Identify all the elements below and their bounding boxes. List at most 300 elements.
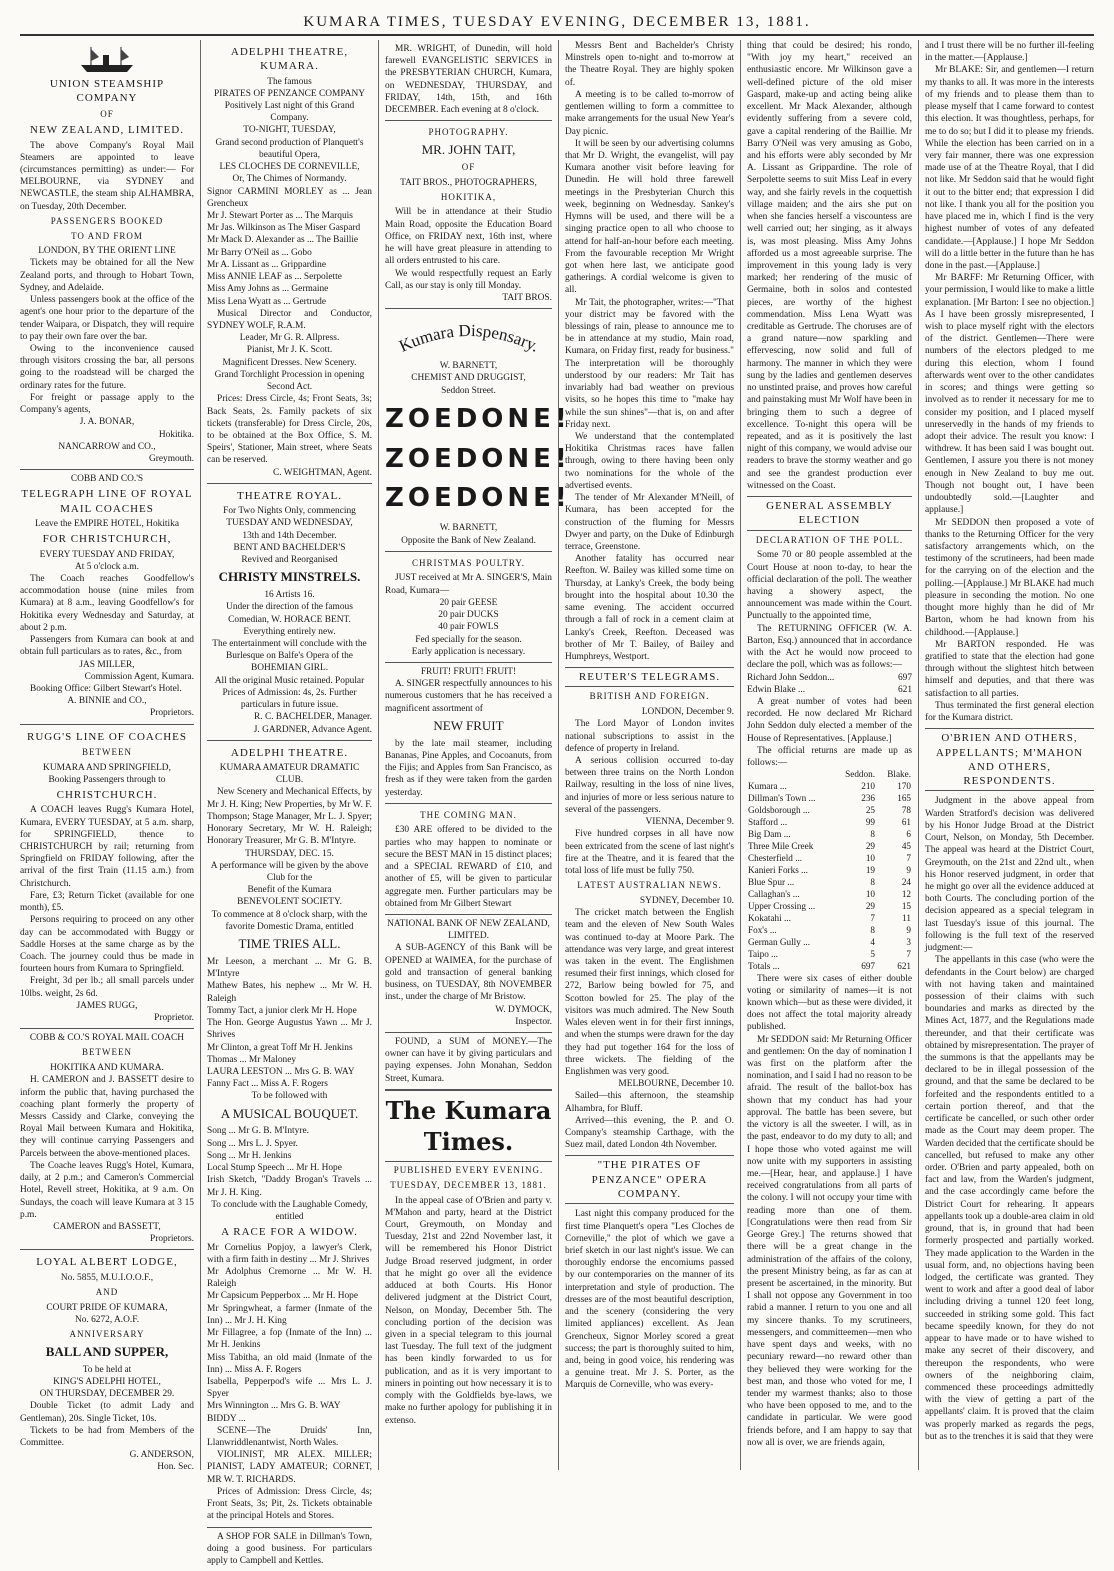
news-paragraph: It will be seen by our advertising columns that Mr D. Wright, the evangelist, will pay Kumara another visit before leaving for Dunedin. He will hold three farewell meetings in the Presbyterian Church this week, beginning on Wednesday. Sankey's Hymns will be used, and there will be a singing practice open to all who choose to attend for half-an-hour before each meeting. From the favourable reception Mr Wright got when here last, we anticipate good gatherings. A cordial welcome is given to all.: [565, 138, 734, 296]
adelphi-torch: Grand Torchlight Procession in opening Second Act.: [214, 369, 365, 393]
song-line: Irish Sketch, "Daddy Brogan's Travels ... Mr J. H. King.: [207, 1175, 372, 1198]
amateur-prices: Prices of Admission: Dress Circle, 4s; Front Seats, 3s; Pit, 2s. Tickets obtainable at the principal Hotels and Stores.: [207, 1486, 372, 1522]
review-continued: thing that could be desired; his rondo, "With joy my heart," received an enthusiastic encore. Mr Wilkinson gave a well-defined picture of the old miser Gaspard, make-up and acting being alike excellent. Mr Mack Alexander, although evidently suffering from a severe cold, gave a capital rendering of the Baillie. Mr Barry O'Neil was very amusing as Gobo, and his efforts were ably seconded by Mr A. Lissant as Grippardine. The role of Serpolette seems to suit Miss Leaf in every way, and she fairly revels in the coquettish village maiden; and the airs she put on when she fancies herself a viscountess are well carried out; her singing, as it always is, was most pleasing. Miss Amy Johns afforded us a most agreeable surprise. The improvement in this young lady is very marked; her rendering of the music of Germaine, both in solos and contested pieces, are worthy of the highest commendation. Miss Lena Wyatt was creditable as Gertrude. The choruses are of a grand nature—now sparkling and effervescing, now solid and full of harmony. The manner in which they were sung by the ladies and gentlemen deserves no unstinted praise, and proves how careful and painstaking must Mr Wolf have been in bringing them to such a degree of excellence. To-night this opera will be repeated, and as it is positively the last night of this company, we would advise our readers to brave the stormy weather and go and see the grandest production ever witnessed on the Coast.: [747, 41, 912, 491]
fruit-head: FRUIT! FRUIT! FRUIT!: [420, 666, 517, 677]
cobb-telegraph-ad: [20, 470, 194, 724]
poll-row: [747, 901, 912, 913]
adelphi-dresses: Magnificent Dresses. New Scenery.: [222, 357, 357, 368]
union-agent-1-place: Hokitika.: [158, 429, 194, 440]
election-paragraph: A great number of votes had been recorded. He now declared Mr Richard John Seddon duly elected a member of the House of Representatives. [Applause.]: [747, 697, 912, 744]
poultry-item: 20 pair DUCKS: [438, 610, 499, 621]
cast-line: Miss Lena Wyatt as ... Gertrude: [207, 296, 327, 307]
amateur-scenery: New Scenery and Mechanical Effects, by Mr J. H. King; New Properties, by Mr W. F. Thompson; Stage Manager, Mr L. J. Spyer; Honorary Secretary, Mr W. H. Raleigh; Honorary Treasurer, Mr G. B. M'Intyre.: [207, 787, 372, 847]
poll-cell: Taipo ...: [748, 948, 778, 959]
election-paragraph: The official returns are made up as follows:—: [747, 745, 912, 769]
telegram-paragraph: The Lord Mayor of London invites national subscriptions to assist in the defence of property in Ireland.: [565, 719, 734, 754]
pirates-heading: "THE PIRATES OF PENZANCE" OPERA COMPANY.: [565, 1155, 734, 1204]
theatre-everything: Everything entirely new.: [243, 626, 336, 637]
adelphi-opera: LES CLOCHES DE CORNEVILLE,: [219, 162, 360, 173]
cast-line: LAURA LEESTON ... Mrs G. B. WAY: [207, 1066, 355, 1077]
lodge-title: LOYAL ALBERT LODGE,: [36, 1256, 178, 1269]
poll-cell: Upper Crossing ...: [748, 900, 816, 911]
cast-line: Miss Tabitha, an old maid (Inmate of the Inn) ... Miss A. F. Rogers: [207, 1352, 372, 1375]
candidate-votes: 621: [897, 684, 912, 695]
australian-heading: LATEST AUSTRALIAN NEWS.: [577, 880, 722, 891]
rugg-persons: Persons requiring to proceed on any other day can be accommodated with Buggy or Saddle Horses at the same charge as by the Coach. The journey could thus be made in fourteen hours from Kumara to Springfield.: [20, 915, 194, 975]
tait-signature: TAIT BROS.: [502, 293, 552, 304]
cast-line: Mr J. Stewart Porter as ... The Marquis: [207, 211, 353, 221]
poll-cell: Kokatahi ...: [748, 912, 791, 923]
shop-body: A SHOP FOR SALE in Dillman's Town, doing a good business. For particulars apply to Campbell and Kettles.: [207, 1531, 372, 1566]
dateline: SYDNEY, December 10.: [639, 895, 734, 906]
candidate-name: Richard John Seddon...: [747, 672, 835, 683]
theatre-manager: R. C. BACHELDER, Manager.: [254, 712, 372, 723]
column-1: [14, 40, 200, 1473]
poultry-item: 20 pair GEESE: [439, 597, 498, 608]
cast-line: BIDDY ...: [207, 1413, 246, 1424]
royalmail-title: COBB & CO.'S ROYAL MAIL COACH: [29, 1033, 185, 1044]
lodge-held: To be held at: [82, 1364, 132, 1375]
poultry-item: 40 pair FOWLS: [438, 622, 499, 633]
cobb-office: Booking Office: Gilbert Stewart's Hotel.: [30, 683, 182, 694]
poll-cell: Dillman's Town ...: [748, 793, 816, 804]
pirates-review: Last night this company produced for the first time Planquett's opera "Les Cloches de Corneville," the plot of which we gave a brief sketch in our last night's issue. We can thoroughly endorse the encomiums passed by our contemporaries on the manner of its interpretation and style of production. The dresses are of the most beautiful description, and the scenery (considering the very limited appliances) excellent. As Jean Grencheux, Signor Morley scored a great success; the part is thoroughly suited to him, and, being in good voice, his rendering was a genuine treat. Mr J. S. Porter, as the Marquis de Corneville, who was every-: [565, 1209, 734, 1391]
poll-header-cell: Seddon.: [845, 769, 875, 780]
judgment-paragraph: The appellants in this case (who were the defendants in the Court below) are charged with not having taken and maintained possession of their claims with such boundaries and marks as directed by the Mines Act, 1877, and the Regulations made thereunder, and that their certificate was obtained by misrepresentation. The prayer of the summons is that the appellants may be declared to be in illegal possession of the ground, and that the same be declared to be forfeited and the respondents entitled to a certain portion thereof, and that the certificate be cancelled, or such other order made as the Court may deem proper. The Warden decided that the certificate should be cancelled, but refused to make any other order. O'Brien and party appealed, both on fact and law, from the Warden's judgment, and the case accordingly came before the District Court for rehearing. It appears appellants took up a double-area claim in old ground, that is, in ground that had been formerly prospected and partially worked. They made application to the Warden in the usual form, and, no objections having been lodged, the certificate was granted. They went to work and after a good deal of labor including driving a tunnel 120 feet long, succeeded in striking some gold. This fact became speedily known, for they do not appear to have made or to have wished to make any secret of their discovery, and thereupon the respondents, who were owners of the neighboring claim, commenced these proceedings admittedly with the view of getting a part of the appellants' claim. It is proved that the claim was properly marked as regards the pegs, but as to the trenches it is said that they were: [925, 955, 1094, 1442]
coming-head: THE COMING MAN.: [420, 809, 517, 820]
union-owing: Owing to the inconvenience caused through visitors crossing the bar, all persons going to the roadstead will be charged the ordinary rates for the future.: [20, 344, 194, 391]
rugg-body: A COACH leaves Rugg's Kumara Hotel, Kumara, EVERY TUESDAY, at 5 a.m. sharp, for SPRINGFIELD, thence to CHRISTCHURCH by rail; returning from Springfield on FRIDAY following, after the arrival of the first Train (11.15 a.m.) from Christchurch.: [20, 805, 194, 889]
amateur-benefit: Benefit of the Kumara: [247, 885, 332, 896]
amateur-club: KUMARA AMATEUR DRAMATIC CLUB.: [219, 763, 360, 786]
amateur-commence: To commence at 8 o'clock sharp, with the favorite Domestic Drama, entitled: [211, 909, 368, 932]
adelphi-positively: Positively Last night of this Grand Company.: [224, 101, 355, 124]
judgment-paragraph: Judgment in the above appeal from Warden Stratford's decision was delivered by his Honor Judge Broad at the District Court, Nelson, on Monday, 5th December. The appeal was heard at the District Court, Greymouth, on the 21st and 22nd ult., when his Honor reserved judgment, in order that he might go over all the evidence adduced at both Courts. The concluding portion of the decision appeared as a special telegram in last Tuesday's issue of this journal. The following is the full text of the reserved judgment:—: [925, 796, 1094, 954]
theatre-bohemian: BOHEMIAN GIRL.: [250, 663, 329, 674]
dispensary-ad: [385, 309, 571, 551]
amateur-followed: To be followed with: [251, 1091, 328, 1102]
poll-cell: 10: [865, 888, 875, 899]
zoedone-2: ZOEDONE!: [385, 443, 571, 474]
tait-firm: TAIT BROS., PHOTOGRAPHERS,: [400, 177, 537, 188]
poll-cell: 210: [861, 781, 875, 792]
poll-cell: Stafford ...: [748, 817, 788, 828]
paper-nameplate: The Kumara Times.: [385, 1090, 552, 1162]
paper-date: TUESDAY, DECEMBER 13, 1881.: [390, 1179, 547, 1190]
wright-body: MR. WRIGHT, of Dunedin, will hold farewell EVANGELISTIC SERVICES in the PRESBYTERIAN CHURCH, Kumara, on WEDNESDAY, THURSDAY, and FRIDAY, 14th, 15th, and 16th DECEMBER. Each evening at 8 o'clock.: [385, 44, 552, 116]
adelphi-grand: Grand second production of Planquett's beautiful Opera,: [215, 137, 364, 160]
reuters-heading: REUTER'S TELEGRAMS.: [565, 667, 734, 687]
adelphi-music: Musical Director and Conductor, SYDNEY WOLF, R.A.M.: [207, 308, 372, 331]
rugg-name: JAMES RUGG,: [76, 1000, 138, 1011]
declaration-heading: DECLARATION OF THE POLL.: [755, 534, 904, 545]
adelphi-agent: C. WEIGHTMAN, Agent.: [272, 467, 372, 478]
poll-row: [747, 781, 912, 793]
poll-row: [747, 853, 912, 865]
poll-row: [747, 817, 912, 829]
adelphi-prices: Prices: Dress Circle, 4s; Front Seats, 3s; Back Seats, 2s. Family packets of six tickets (transferable) for Dress Circle, 20s, to be obtained at the Box Office, S. M. Speirs', Stationer, Main street, where Seats can be reserved.: [207, 394, 372, 466]
election-paragraph: Mr SEDDON then proposed a vote of thanks to the Returning Officer for the very satisfactory arrangements which, on the testimony of the scrutineers, had been made for the carrying on of the election and the polling.—[Applause.] Mr BLAKE had much pleasure in seconding the motion. No one thought more highly than he did of Mr Barton, whom he had known from his childhood.—[Applause.]: [925, 517, 1094, 638]
theatre-bent: BENT AND BACHELDER'S: [233, 542, 346, 553]
telegram-paragraph: Sailed—this afternoon, the steamship Alhambra, for Bluff.: [565, 1091, 734, 1114]
union-agent-2: NANCARROW and CO.,: [58, 441, 156, 452]
poll-row: [747, 877, 912, 889]
poll-cell: 7: [906, 852, 911, 863]
poll-header-cell: [747, 769, 840, 781]
election-paragraph: Mr BARTON responded. He was gratified to state that the election had gone through without the slightest hitch between himself and deputies, and that there was satisfaction to all parties.: [925, 639, 1094, 699]
lodge-no: No. 5855, M.U.I.O.O.F.,: [60, 1272, 154, 1283]
union-london: LONDON, BY THE ORIENT LINE: [38, 246, 176, 257]
masthead-rule: [20, 34, 1094, 36]
union-of: OF: [100, 108, 114, 119]
poll-table: [747, 769, 912, 972]
cast-line: Mr Fillagree, a fop (Inmate of the Inn) ... Mr H. Jenkins: [207, 1328, 372, 1351]
poll-cell: 29: [865, 841, 875, 852]
election-paragraph: There were six cases of either double voting or similarity of names—it is not known which—but as these were divided, it does not affect the total majority already published.: [747, 973, 912, 1033]
cast-line: Signor CARMINI MORLEY as ... Jean Grencheux: [207, 186, 372, 209]
fruit-ad: [385, 663, 552, 804]
bank-role: Inspector.: [515, 1016, 552, 1027]
poll-row: [747, 937, 912, 949]
tait-request: We would respectfully request an Early Call, as our stay is only till Monday.: [385, 268, 552, 291]
cast-line: Mr Clinton, a great Toff Mr H. Jenkins: [207, 1042, 353, 1053]
royalmail-coach: The Coache leaves Rugg's Hotel, Kumara, daily, at 2 p.m.; and Cameron's Commercial Hotel, Revell street, Hokitika, at 9 a.m. On Sundays, the coach will leave Kumara at 3 15 p.m.: [20, 1160, 194, 1220]
theatre-artists: 16 Artists 16.: [264, 590, 315, 601]
union-company: NEW ZEALAND, LIMITED.: [30, 124, 184, 137]
song-line: Local Stump Speech ... Mr H. Hope: [207, 1163, 342, 1174]
song-line: Song ... Mr H. Jenkins: [207, 1150, 292, 1161]
amateur-conclude: To conclude with the Laughable Comedy, entitled: [211, 1199, 368, 1223]
cobb-days: EVERY TUESDAY AND FRIDAY,: [39, 549, 175, 560]
poll-cell: 99: [865, 817, 875, 828]
vote-row: [747, 672, 912, 684]
poll-row: [747, 829, 912, 841]
theatre-conclude: The entertainment will conclude with the Burlesque on Balfe's Opera of the: [212, 638, 367, 662]
poll-header-row: [747, 769, 912, 781]
poll-cell: 61: [901, 817, 911, 828]
poll-cell: 19: [865, 864, 875, 875]
union-agent-1: J. A. BONAR,: [79, 417, 135, 428]
cast-line: Mr Capsicum Pepperbox ... Mr H. Hope: [207, 1291, 359, 1302]
tait-name: MR. JOHN TAIT,: [421, 142, 516, 157]
lodge-anniversary: ANNIVERSARY: [69, 1329, 145, 1340]
cast-line: Mr Leeson, a merchant ... Mr G. B. M'Intyre: [207, 956, 372, 980]
lodge-ball: BALL AND SUPPER,: [45, 1343, 169, 1359]
amateur-violinist: VIOLINIST, MR ALEX. MILLER; PIANIST, LADY AMATEUR; CORNET, MR W. T. RICHARDS.: [207, 1450, 372, 1485]
masthead-title: KUMARA TIMES, TUESDAY EVENING, DECEMBER 13, 1881.: [303, 14, 811, 30]
election-heading: GENERAL ASSEMBLY ELECTION: [747, 496, 912, 531]
poll-totals-cell: 621: [897, 960, 911, 971]
news-paragraph: The tender of Mr Alexander M'Neill, of Kumara, has been accepted for the construction of the fluming for Messrs Dwyer and party, on the Duke of Edinburgh terrace, Greenstone.: [565, 493, 734, 552]
theatre-advance: J. GARDNER, Advance Agent.: [253, 724, 372, 735]
cast-line: Mathew Bates, his nephew ... Mr W. H. Raleigh: [207, 981, 372, 1004]
poll-cell: Blue Spur ...: [748, 876, 795, 887]
poll-cell: 3: [906, 936, 911, 947]
lodge-hotel: KING'S ADELPHI HOTEL,: [53, 1376, 161, 1387]
election-paragraph: Mr BLAKE: Sir, and gentlemen—I return my thanks to all. It was more in the interests of my friends and to please them than to please myself that I came forward to contest this election. It was thoughtless, perhaps, for me to do so; but I did it to please my friends. While the election has been carried on in a very fair manner, there was one expression made use of at the Theatre Royal, that I did not like. Mr Seddon said that he would fight it out to the bitter end; that expression I did not like. I thank you all for the position you have placed me in, which I find is the very highest number of votes of any defeated candidate.—[Applause.] I hope Mr Seddon will do a little better in the future than he has done in the past.—[Applause.]: [925, 65, 1094, 271]
union-freight: For freight or passage apply to the Company's agents,: [20, 392, 194, 416]
poll-row: [747, 841, 912, 853]
poll-cell: 7: [870, 912, 875, 923]
union-pass-head: PASSENGERS BOOKED: [50, 215, 164, 226]
poll-cell: Callaghan's ...: [748, 888, 800, 899]
royalmail-role: Proprietors.: [149, 1234, 194, 1245]
found-money-ad: [385, 1033, 552, 1090]
barnett-name: W. BARNETT,: [439, 361, 498, 372]
obrien-heading: O'BRIEN AND OTHERS, APPELLANTS; M'MAHON AND OTHERS, RESPONDENTS.: [925, 728, 1094, 791]
news-paragraph: A meeting is to be called to-morrow of gentlemen willing to form a committee to make arrangements for the usual New Year's Day picnic.: [565, 89, 734, 137]
cast-line: Mr Mack D. Alexander as ... The Baillie: [207, 235, 359, 246]
cast-line: Mr Cornelius Popjoy, a lawyer's Clerk, with a firm faith in destiny ... Mr J. Shrives: [207, 1242, 372, 1265]
cast-line: Isabella, Pepperpod's wife ... Mrs L. J. Spyer: [207, 1376, 372, 1400]
cast-line: The Hon. George Augustus Yawn ... Mr J. Shrives: [207, 1018, 372, 1041]
poll-row: [747, 865, 912, 877]
poll-totals-cell: 697: [861, 960, 875, 971]
poll-row: [747, 805, 912, 817]
adelphi-title: ADELPHI THEATRE, KUMARA.: [230, 46, 349, 73]
royal-mail-coach-ad: [20, 1029, 194, 1250]
lodge-secretary: G. ANDERSON,: [129, 1450, 194, 1461]
barnett-opposite: Opposite the Bank of New Zealand.: [401, 535, 536, 546]
cobb-agent-role: Commission Agent, Kumara.: [84, 671, 194, 682]
rugg-between: BETWEEN: [82, 746, 132, 757]
lodge-court-no: No. 6272, A.O.F.: [74, 1314, 140, 1325]
column-4: [558, 40, 740, 1470]
bank-signature: W. DYMOCK,: [495, 1004, 552, 1015]
cobb-agent: JAS MILLER,: [79, 659, 135, 670]
amateur-dramatic-ad: [207, 741, 372, 1528]
poll-cell: 4: [870, 936, 875, 947]
rugg-role: Proprietor.: [154, 1013, 194, 1024]
lodge-date: ON THURSDAY, DECEMBER 29.: [39, 1389, 175, 1400]
found-body: FOUND, a SUM of MONEY.—The owner can have it by giving particulars and paying expenses. John Monahan, Seddon Street, Kumara.: [385, 1036, 552, 1084]
poll-cell: 45: [901, 841, 911, 852]
lodge-ball-ad: [20, 1250, 194, 1477]
fruit-singer: A. SINGER respectfully announces to his numerous customers that he has received a magnificent assortment of: [385, 679, 552, 714]
poll-totals-row: [747, 961, 912, 973]
amateur-play: TIME TRIES ALL.: [238, 936, 341, 952]
cobb-time: At 5 o'clock a.m.: [75, 561, 139, 572]
tait-place: HOKITIKA,: [440, 191, 497, 202]
union-title: UNION STEAMSHIP COMPANY: [49, 78, 165, 105]
cast-line: Miss ANNIE LEAF as ... Serpolette: [207, 272, 342, 283]
amateur-comedy: A RACE FOR A WIDOW.: [221, 1226, 358, 1239]
adelphi-famous: The famous: [267, 76, 312, 87]
column-2: [200, 40, 378, 1566]
rugg-booking: Booking Passengers through to: [48, 774, 166, 785]
dispensary-name: Kumara Dispensary.: [396, 321, 543, 357]
cobb-line: TELEGRAPH LINE OF ROYAL MAIL COACHES: [21, 488, 193, 515]
poll-cell: 12: [901, 888, 911, 899]
poll-row: [747, 793, 912, 805]
poll-cell: 165: [897, 793, 911, 804]
vote-row: [747, 684, 912, 696]
dispensary-arched-title: [385, 316, 553, 360]
poll-cell: 9: [906, 864, 911, 875]
telegram-paragraph: Five hundred corpses in all have now been extricated from the scene of last night's fire at the Theatre, and it is feared that the total loss of life must be fully 750.: [565, 829, 734, 876]
poll-cell: 11: [902, 912, 911, 923]
zoedone-1: ZOEDONE!: [385, 403, 571, 434]
adelphi-or: Or, The Chimes of Normandy.: [232, 174, 347, 185]
poll-cell: Kumara ...: [748, 781, 787, 792]
amateur-bouquet: A MUSICAL BOUQUET.: [220, 1105, 359, 1121]
barnett-name-2: W. BARNETT,: [439, 523, 498, 534]
poultry-fed: Fed specially for the season.: [415, 634, 522, 645]
cast-line: Tommy Tact, a junior clerk Mr H. Hope: [207, 1005, 357, 1016]
barnett-street: Seddon Street.: [441, 385, 496, 396]
poll-cell: Big Dam ...: [748, 829, 791, 840]
lodge-ticket: Double Ticket (to admit Lady and Gentleman), 20s. Single Ticket, 10s.: [20, 1401, 194, 1424]
lodge-and: AND: [95, 1286, 119, 1297]
adelphi-tonight: TO-NIGHT, TUESDAY,: [243, 125, 336, 136]
theatre-title: THEATRE ROYAL.: [236, 489, 343, 502]
cobb-proprietor: A. BINNIE and CO.,: [67, 696, 147, 707]
theatre-prices: All the original Music retained. Popular Prices of Admission: 4s, 2s. Further particulars in future issue.: [214, 675, 365, 711]
news-paragraph: Another fatality has occurred near Reefton. W. Bailey was killed some time on Thursday, at Lanky's Creek, the body being brought into the hospital about 10.30 the same evening. The accident occurred through a fall of rock in a cement claim at Lanky's Creek, Reefton. Deceased was brother of Mr T. Bailey, of Bailey and Humphreys, Westport.: [565, 554, 734, 662]
dateline: LONDON, December 9.: [641, 707, 734, 718]
telegram-paragraph: Arrived—this evening, the P. and O. Company's steamship Carthage, with the Suez mail, dated London 4th November.: [565, 1115, 734, 1151]
poll-row: [747, 913, 912, 925]
poll-cell: 15: [901, 900, 911, 911]
news-paragraph: Mr Tait, the photographer, writes:—"That your district may be favored with the blessings of rain, please to announce me to be in attendance at my studio, Main road, Kumara, on Friday first, ready for business." The interpretation will be thoroughly understood by our readers: Mr Tait has invariably had bad weather on previous visits, so he hopes this time to "make hay while the sun shines"—that is, on and after Friday next.: [565, 297, 734, 430]
poll-row: [747, 949, 912, 961]
masthead: [0, 0, 1114, 36]
national-bank-ad: [385, 915, 552, 1033]
cast-line: Mr A. Lissant as ... Grippardine: [207, 259, 326, 270]
poll-cell: 8: [870, 829, 875, 840]
steamship-icon: [77, 45, 137, 75]
poll-cell: 24: [901, 876, 911, 887]
royalmail-name: CAMERON and BASSETT,: [53, 1222, 161, 1232]
cast-line: Mr Springwheat, a farmer (Inmate of the Inn) ... Mr J. H. King: [207, 1303, 372, 1326]
rugg-route: KUMARA AND SPRINGFIELD,: [43, 762, 171, 773]
barnett-chemist: CHEMIST AND DRUGGIST,: [411, 373, 526, 384]
fruit-new: NEW FRUIT: [433, 717, 504, 733]
poll-cell: Fox's ...: [748, 924, 777, 935]
theatre-direction: Under the direction of the famous Comedian, W. HORACE BENT.: [226, 602, 353, 625]
tait-body: Will be in attendance at their Studio Main Road, opposite the Education Board Office, on FRIDAY next, 16th inst, where he will have great pleasure in attending to all orders entrusted to his care.: [385, 207, 552, 267]
royalmail-route: HOKITIKA AND KUMARA.: [50, 1063, 164, 1074]
rugg-title: RUGG'S LINE OF COACHES: [27, 730, 187, 743]
poll-cell: 10: [865, 852, 875, 863]
cast-line: Thomas ... Mr Maloney: [207, 1054, 297, 1065]
cast-line: Fanny Fact ... Miss A. F. Rogers: [207, 1079, 328, 1090]
coming-body: £30 ARE offered to be divided to the parties who may happen to nominate or secure the BEST MAN in 15 distinct places; and a SPECIAL REWARD of £10, and another of £5, will be given to particular aggregate men. Further particulars may be obtained from Mr Gilbert Stewart: [385, 825, 552, 909]
poll-row: [747, 889, 912, 901]
candidate-votes: 697: [897, 672, 912, 683]
adelphi-company: PIRATES OF PENZANCE COMPANY: [214, 88, 365, 99]
poll-header-cell: Blake.: [887, 769, 911, 780]
election-paragraph: and I trust there will be no further ill-feeling in the matter.—[Applause.]: [925, 41, 1094, 64]
royalmail-body: H. CAMERON and J. BASSETT desire to inform the public that, having purchased the coaching plant formerly the property of Messrs Cassidy and Clarke, conveying the Royal Mail between Kumara and Hokitika, they will continue carrying Passengers and Parcels between the above-mentioned places.: [20, 1075, 194, 1159]
poll-cell: Chesterfield ...: [748, 852, 803, 863]
tait-photography-ad: [385, 121, 552, 309]
lodge-secretary-role: Hon. Sec.: [157, 1462, 194, 1473]
union-unless: Unless passengers book at the office of the agent's one hour prior to the departure of the tender Waipara, or Dispatch, they will require to pay their own fare over the bar.: [20, 295, 194, 342]
cobb-title: COBB AND CO.'S: [70, 474, 144, 485]
svg-text:Kumara Dispensary.: [396, 321, 542, 356]
theatre-royal-ad: [207, 484, 372, 741]
theatre-date2: 13th and 14th December.: [242, 530, 337, 541]
poll-table-body: [747, 781, 912, 960]
poll-cell: Kanieri Forks ...: [748, 864, 808, 875]
poll-cell: 6: [906, 829, 911, 840]
poultry-early: Early application is necessary.: [411, 646, 526, 657]
dateline: MELBOURNE, December 10.: [618, 1079, 734, 1090]
column-3: [378, 40, 571, 1470]
poll-cell: 170: [897, 781, 911, 792]
dateline: VIENNA, December 9.: [645, 817, 734, 828]
song-line: Song ... Mrs L. J. Spyer.: [207, 1138, 298, 1149]
british-heading: BRITISH AND FOREIGN.: [589, 691, 710, 702]
cast-line: Mr Barry O'Neil as ... Gobo: [207, 247, 312, 258]
photo-head: PHOTOGRAPHY.: [428, 127, 509, 138]
poll-cell: 8: [870, 924, 875, 935]
cast-line: Mrs Winnington ... Mrs G. B. WAY: [207, 1401, 341, 1412]
cast-line: Mr Jas. Wilkinson as The Miser Gaspard: [207, 223, 361, 234]
bank-head: NATIONAL BANK OF NEW ZEALAND, LIMITED.: [387, 919, 550, 942]
poll-cell: 236: [861, 793, 875, 804]
rugg-dest: CHRISTCHURCH.: [56, 789, 158, 802]
adelphi-leader: Leader, Mr G. R. Allpress.: [239, 333, 340, 344]
poll-cell: 29: [865, 900, 875, 911]
amateur-scene: SCENE—The Druids' Inn, Llanwriddlenantwist, North Wales.: [207, 1425, 372, 1449]
poll-cell: Goldsborough ...: [748, 805, 810, 816]
song-line: Song ... Mr G. B. M'Intyre.: [207, 1126, 309, 1137]
amateur-title: ADELPHI THEATRE.: [230, 746, 349, 759]
cobb-pass: Passengers from Kumara can book at and obtain full particulars as to rates, &c., from: [20, 635, 194, 658]
election-paragraph: Some 70 or 80 people assembled at the Court House at noon to-day, to hear the official declaration of the poll. The weather having a showery aspect, the announcement was made within the Court. Punctually to the appointed time,: [747, 550, 912, 622]
union-tickets: Tickets may be obtained for all the New Zealand ports, and through to Hobart Town, Sydney, and Adelaide.: [20, 258, 194, 293]
poll-cell: 8: [870, 876, 875, 887]
cast-line: Miss Amy Johns as ... Germaine: [207, 284, 329, 295]
election-paragraph: The RETURNING OFFICER (W. A. Barton, Esq.) announced that in accordance with the Act he would now proceed to declare the poll, which was as follows:—: [747, 623, 912, 671]
news-paragraph: Messrs Bent and Bachelder's Christy Minstrels open to-night and to-morrow at the Theatre Royal. They are highly spoken of.: [565, 41, 734, 88]
shop-for-sale-ad: [207, 1528, 372, 1571]
cobb-proprietor-role: Proprietors.: [149, 708, 194, 719]
column-5: [740, 40, 918, 1470]
poll-row: [747, 925, 912, 937]
news-paragraph: We understand that the contemplated Hokitika Christmas races have fallen through, owing to there having been only two nominations for the whole of the advertised events.: [565, 432, 734, 491]
rugg-fare: Fare, £3; Return Ticket (available for one month), £5.: [20, 890, 194, 914]
theatre-two: For Two Nights Only, commencing: [223, 506, 356, 517]
leader-article: In the appeal case of O'Brien and party v. M'Mahon and party, heard at the District Court, Greymouth, on Monday and Tuesday, 21st and 22nd November last, it will be remembered his Honor District Judge Broad reserved judgment, in order that he might go over all the evidence adduced at both Courts. His Honor delivered judgment at the District Court, Nelson, on Monday, December 5th. The concluding portion of the decision was given in a special telegram to this journal last Tuesday. The full text of the judgment has been kindly forwarded to us for publication, and as it is very important to miners in pointing out how necessary it is to comply with the Goldfields bye-laws, we make no further apology for publishing it in extenso.: [385, 1195, 552, 1426]
poll-cell: 5: [870, 948, 875, 959]
column-6: [918, 40, 1100, 1470]
poultry-head: CHRISTMAS POULTRY.: [411, 557, 526, 568]
poll-cell: German Gully ...: [748, 936, 811, 947]
lodge-court: COURT PRIDE OF KUMARA,: [46, 1302, 168, 1313]
coming-man-ad: [385, 804, 552, 915]
fruit-body: by the late mail steamer, including Bananas, Pine Apples, and Cocoanuts, from the Fijis; and Apples from San Francisco, as fresh as if they were taken from the garden yesterday.: [385, 738, 552, 798]
rugg-coaches-ad: [20, 725, 194, 1030]
poultry-just: JUST received at Mr A. SINGER'S, Main Road, Kumara—: [385, 573, 552, 596]
candidate-name: Edwin Blake ...: [747, 684, 806, 695]
theatre-revived: Revived and Reorganised: [241, 554, 338, 565]
tait-of: OF: [461, 161, 476, 172]
theatre-christy: CHRISTY MINSTRELS.: [218, 569, 361, 585]
telegram-paragraph: The cricket match between the English team and the eleven of New South Wales was continued to-day at Moore Park. The attendance was very large, and great interest was taken in the event. The Englishmen resumed their first innings, which closed for 272, Barlow being bowled for 75, and Scotton bowled for 25. The play of the visitors was much admired. The New South Wales eleven went in for their first innings, and when the stumps were drawn for the day they had put together 164 for the loss of three wickets. The fielding of the Englishmen was very good.: [565, 908, 734, 1077]
poll-cell: 7: [906, 948, 911, 959]
royalmail-between: BETWEEN: [82, 1047, 132, 1058]
poultry-ad: [385, 552, 552, 663]
paper-published: PUBLISHED EVERY EVENING.: [393, 1165, 544, 1176]
union-body: The above Company's Royal Mail Steamers are appointed to leave (circumstances permitting) as under:— For MELBOURNE, via SYDNEY and NEWCASTLE, the steam ship ALHAMBRA, on Tuesday, 20th December.: [20, 140, 194, 212]
poll-cell: 9: [906, 924, 911, 935]
cast-line: Mr Adolphus Cremorne ... Mr W. H. Raleigh: [207, 1266, 372, 1290]
adelphi-pianist: Pianist, Mr J. K. Scott.: [246, 345, 333, 356]
election-paragraph: Mr SEDDON said: Mr Returning Officer and gentlemen: On the day of nomination I was first on the platform after the nomination, and I said I had no reason to be afraid. The result of the ballot-box has shown that my conduct has had your approval. The battle has been severe, but the victory is all the sweeter. I will, as in the past, endeavor to do my duty to all; and I hope those who voted against me will now unite with my supporters in assisting me.—[Hear, hear, and applause.] I have received congratulations from all parts of the colony. I will not occupy your time with reading more than one of them. [Congratulations were then read from Sir George Grey.] The returns showed that there will be a great change in the administration of the affairs of the colony, the present Ministry being, as far as can at present be ascertained, in the minority. But I shall not oppose any Government in too rabid a manner. I return to you one and all my sincere thanks. To my scrutineers, messengers, and committeemen—men who have spent days and weeks, with no pecuniary reward—no reward other than they believed they were working for the best man, and those who voted for me, I tender my warmest thanks; also to those who have been opposed to me, and to the candidate in particular. We were good friends before, and I am happy to say that now all is over, we are friends again,: [747, 1034, 912, 1448]
